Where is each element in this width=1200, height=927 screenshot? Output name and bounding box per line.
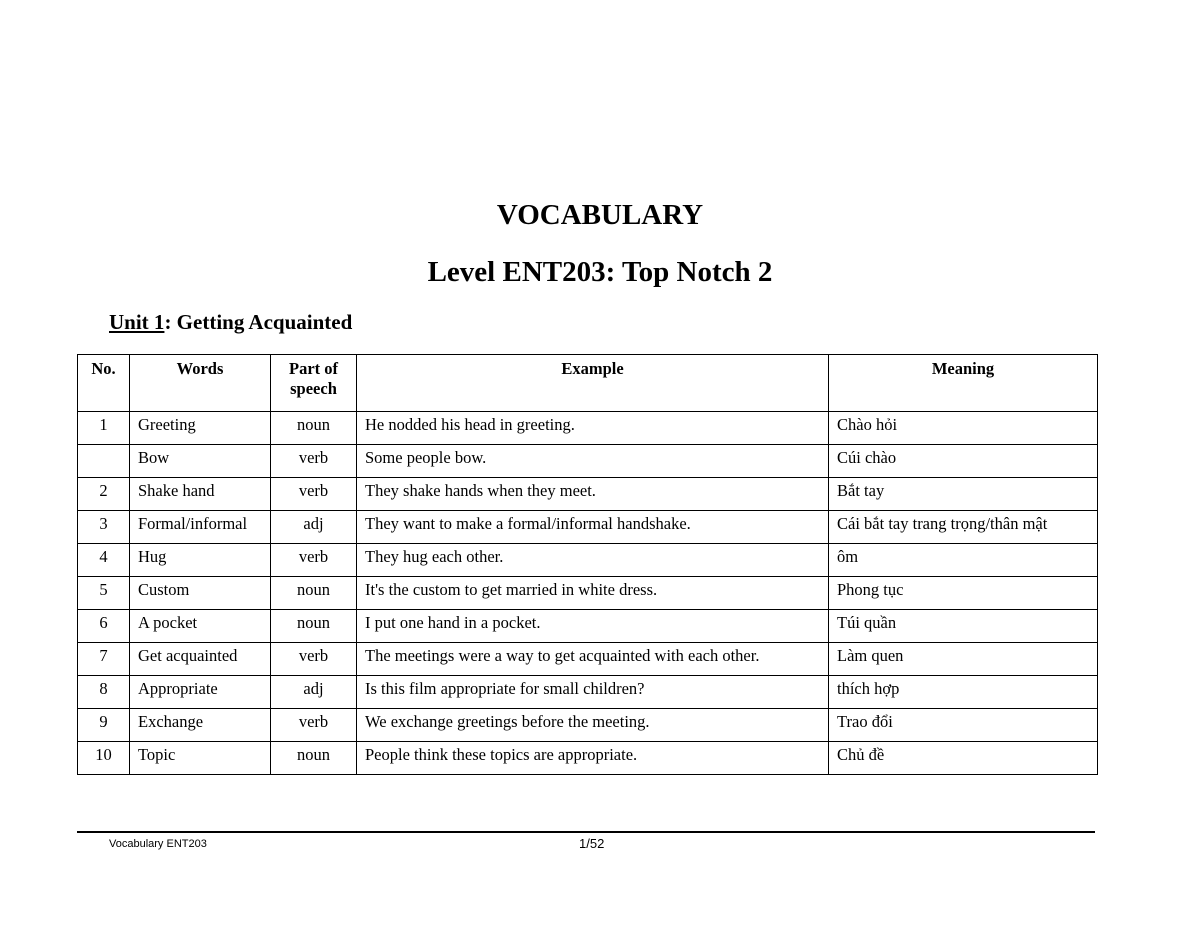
table-row	[78, 676, 1098, 709]
cell-no: 5	[78, 577, 130, 610]
cell-example: He nodded his head in greeting.	[357, 412, 829, 445]
vocabulary-table	[77, 354, 1098, 775]
cell-part-of-speech: verb	[271, 643, 357, 676]
cell-no: 6	[78, 610, 130, 643]
cell-no: 7	[78, 643, 130, 676]
cell-meaning: Phong tục	[829, 577, 1098, 610]
footer-divider	[77, 831, 1095, 833]
table-row	[78, 445, 1098, 478]
cell-word: Appropriate	[130, 676, 271, 709]
cell-no: 8	[78, 676, 130, 709]
cell-example: Is this film appropriate for small children?	[357, 676, 829, 709]
cell-part-of-speech: verb	[271, 478, 357, 511]
cell-example: They hug each other.	[357, 544, 829, 577]
header-words: Words	[130, 355, 271, 412]
cell-word: Get acquainted	[130, 643, 271, 676]
cell-example: They shake hands when they meet.	[357, 478, 829, 511]
footer-page-number: 1/52	[579, 836, 605, 851]
cell-part-of-speech: adj	[271, 511, 357, 544]
level-title: Level ENT203: Top Notch 2	[427, 256, 773, 288]
cell-no: 3	[78, 511, 130, 544]
table-row	[78, 709, 1098, 742]
unit-title: : Getting Acquainted	[164, 310, 353, 334]
cell-meaning: ôm	[829, 544, 1098, 577]
cell-word: A pocket	[130, 610, 271, 643]
table-row	[78, 544, 1098, 577]
cell-no: 10	[78, 742, 130, 775]
table-row	[78, 511, 1098, 544]
cell-meaning: Làm quen	[829, 643, 1098, 676]
cell-part-of-speech: noun	[271, 412, 357, 445]
cell-no: 1	[78, 412, 130, 445]
cell-part-of-speech: verb	[271, 544, 357, 577]
header-no: No.	[78, 355, 130, 412]
cell-part-of-speech: verb	[271, 445, 357, 478]
cell-no: 2	[78, 478, 130, 511]
cell-word: Greeting	[130, 412, 271, 445]
unit-label: Unit 1	[109, 310, 165, 334]
cell-no	[78, 445, 130, 478]
table-row	[78, 742, 1098, 775]
header-part-of-speech: Part of speech	[271, 355, 357, 412]
cell-part-of-speech: noun	[271, 610, 357, 643]
cell-example: The meetings were a way to get acquainted with each other.	[357, 643, 829, 676]
cell-word: Bow	[130, 445, 271, 478]
table-row	[78, 577, 1098, 610]
cell-word: Exchange	[130, 709, 271, 742]
cell-meaning: Trao đổi	[829, 709, 1098, 742]
footer-document-name: Vocabulary ENT203	[109, 838, 207, 850]
table-row	[78, 478, 1098, 511]
header-example: Example	[357, 355, 829, 412]
cell-example: I put one hand in a pocket.	[357, 610, 829, 643]
cell-meaning: Cúi chào	[829, 445, 1098, 478]
cell-meaning: thích hợp	[829, 676, 1098, 709]
table-row	[78, 610, 1098, 643]
unit-heading	[109, 309, 352, 335]
cell-part-of-speech: adj	[271, 676, 357, 709]
cell-meaning: Chủ đề	[829, 742, 1098, 775]
cell-example: Some people bow.	[357, 445, 829, 478]
cell-word: Custom	[130, 577, 271, 610]
cell-example: People think these topics are appropriate.	[357, 742, 829, 775]
cell-no: 4	[78, 544, 130, 577]
cell-example: They want to make a formal/informal handshake.	[357, 511, 829, 544]
cell-meaning: Cái bắt tay trang trọng/thân mật	[829, 511, 1098, 544]
cell-word: Topic	[130, 742, 271, 775]
cell-word: Formal/informal	[130, 511, 271, 544]
cell-meaning: Túi quần	[829, 610, 1098, 643]
cell-example: It's the custom to get married in white dress.	[357, 577, 829, 610]
cell-no: 9	[78, 709, 130, 742]
cell-example: We exchange greetings before the meeting.	[357, 709, 829, 742]
header-meaning: Meaning	[829, 355, 1098, 412]
cell-word: Shake hand	[130, 478, 271, 511]
table-header-row	[78, 355, 1098, 412]
table-row	[78, 412, 1098, 445]
cell-word: Hug	[130, 544, 271, 577]
cell-part-of-speech: noun	[271, 742, 357, 775]
cell-meaning: Chào hỏi	[829, 412, 1098, 445]
cell-part-of-speech: noun	[271, 577, 357, 610]
cell-part-of-speech: verb	[271, 709, 357, 742]
document-title: VOCABULARY	[496, 199, 704, 231]
table-row	[78, 643, 1098, 676]
cell-meaning: Bắt tay	[829, 478, 1098, 511]
